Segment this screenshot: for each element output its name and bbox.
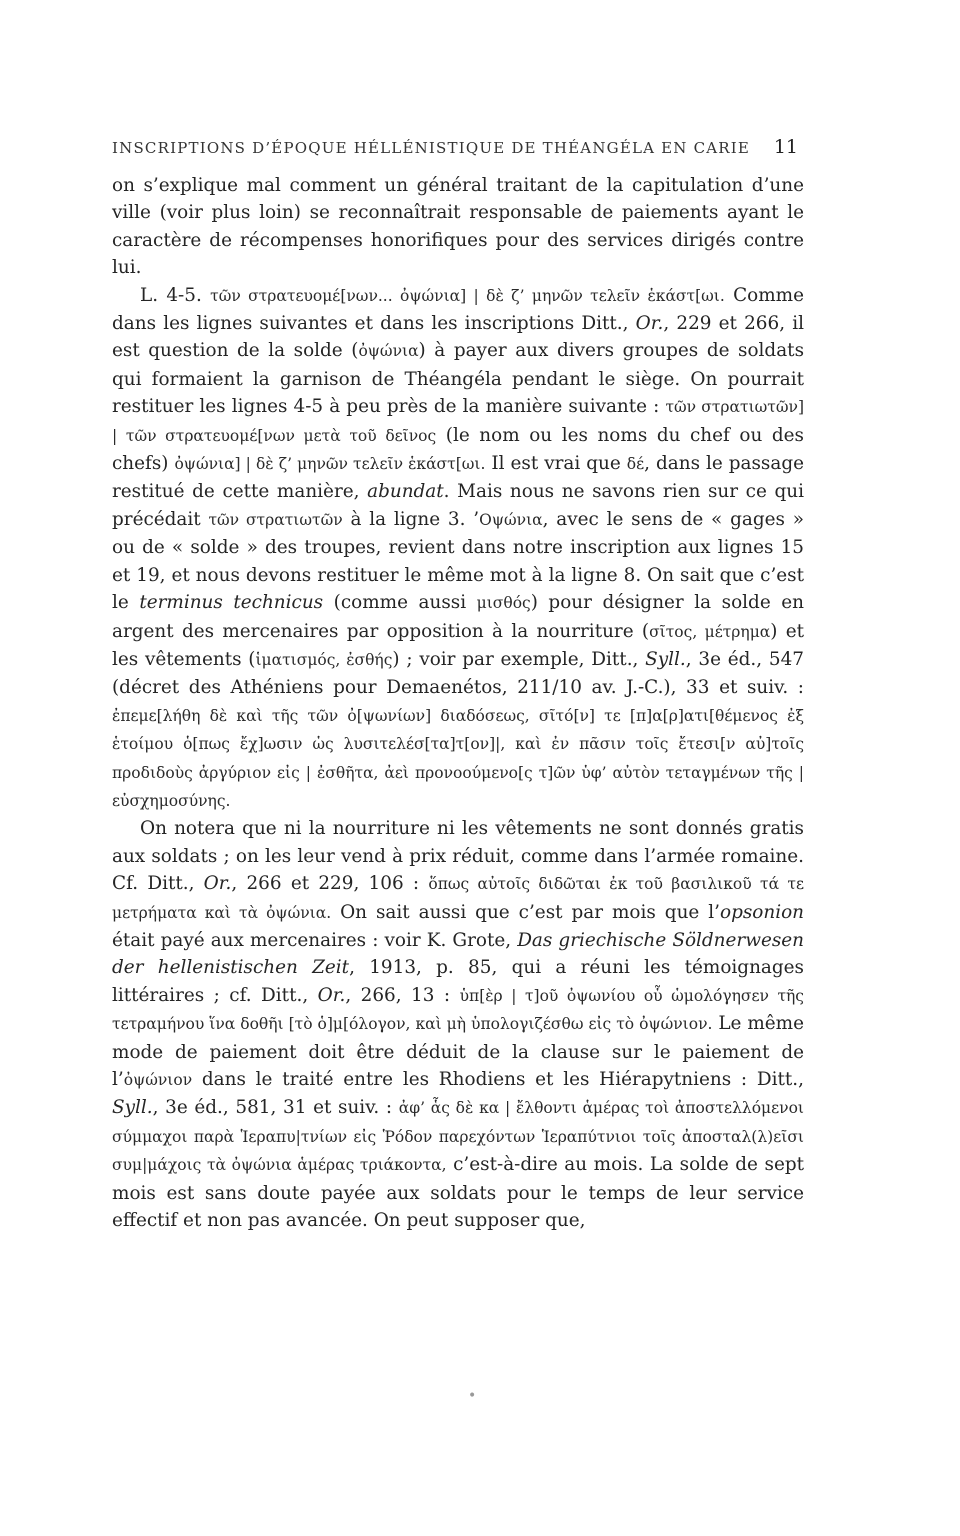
greek-text: μισθός xyxy=(476,594,531,613)
text-run: c’est-à-dire au mois. La solde de sept mois est sans doute payée aux soldats pour le temps de leur service effectif et non pas avancée. On peut supposer que, xyxy=(112,1154,805,1232)
text-run: On notera que ni la nourriture ni les vêtements ne sont donnés gratis aux soldats ; on les leur vend à prix réduit, comme dans l’armée romaine. Cf. Ditt., xyxy=(112,818,804,895)
italic-text: Syll. xyxy=(645,648,686,670)
greek-text: τῶν στρατευομέ[νων... ὀψώνια] | δὲ ζ’ μηνῶν τελεῖν ἑκάστ[ωι. xyxy=(210,286,725,305)
text-run: Il est vrai que xyxy=(485,453,627,475)
italic-text: Syll. xyxy=(112,1097,153,1119)
text-run: (le nom ou les noms du chef ou des chefs) xyxy=(112,424,804,475)
text-run: Comme dans les lignes suivantes et dans les inscriptions Ditt., xyxy=(112,284,804,335)
text-run: , avec le sens de « gages » ou de « solde » des troupes, revient dans notre inscription aux lignes 15 et 19, et nous devons restituer le même mot à la ligne 8. On sait que c’est le xyxy=(112,508,804,614)
text-run: , 3e éd., 547 (décret des Athéniens pour Demaenétos, 211/10 av. J.-C.), 33 et suiv. : xyxy=(112,648,804,699)
greek-text: ἐπεμε[λήθη δὲ καὶ τῆς τῶν ὀ[ψωνίων] διαδόσεως, σῖτό[ν] τε [π]α[ρ]ατι[θέμενος ἐξ ἑτοίμου ὁ[πως ἔχ]ωσιν ὡς λυσιτελέσ[τα]τ[ον]|, καὶ ἐν πᾶσιν τοῖς ἔτεσι[ν αὐ]τοῖς προδιδοὺς ἀργύριον εἰς | ἐσθῆτα, ἀεὶ προνοούμενο[ς τ]ῶν ὑφ’ αὐτὸν τεταγμένων τῆς | εὐσχημοσύνης. xyxy=(112,706,804,810)
greek-text: Οψώνια xyxy=(479,510,543,529)
text-run: , 229 et 266, il est question de la solde ( xyxy=(112,313,804,362)
paragraph-1 xyxy=(112,172,804,282)
text-run: On sait aussi que c’est par mois que l’ xyxy=(331,901,721,923)
greek-text: σῖτος, μέτρημα xyxy=(649,622,771,641)
greek-text: ὅπως αὐτοῖς διδῶται ἐκ τοῦ βασιλικοῦ τά τε μετρήματα καὶ τὰ ὀψώνια. xyxy=(112,875,804,922)
paragraph-3 xyxy=(112,815,804,1234)
text-run: , 266, 13 : xyxy=(345,984,460,1006)
text-run: Le même mode de paiement doit être déduit de la clause sur le paiement de l’ xyxy=(112,1013,804,1090)
text-run: était payé aux mercenaires : voir K. Grote, xyxy=(112,929,518,951)
text-run: on s’explique mal comment un général traitant de la capitulation d’une ville (voir plus loin) se reconnaîtrait responsable de paiements ayant le caractère de récompenses honorifiques pour des services dirigés contre lui. xyxy=(112,175,804,279)
greek-text: τῶν στρατιωτῶν] | τῶν στρατευομέ[νων μετὰ τοῦ δεῖνος xyxy=(112,398,804,445)
text-run: , 266 et 229, 106 : xyxy=(231,873,429,895)
greek-text: ὀψώνιον xyxy=(123,1071,193,1089)
text-run: . Mais nous ne savons rien sur ce qui précédait xyxy=(112,481,804,530)
running-header xyxy=(112,136,798,158)
text-run: à la ligne 3. ’ xyxy=(342,508,480,530)
italic-text: Das griechische Söldnerwesen der hellenistischen Zeit xyxy=(112,929,804,979)
text-run: , 3e éd., 581, 31 et suiv. : xyxy=(152,1097,399,1119)
text-run: L. 4-5. xyxy=(140,284,211,306)
greek-text: ἱματισμός, ἐσθής xyxy=(255,650,393,669)
greek-text: ἀφ’ ἇς δὲ κα | ἔλθοντι ἁμέρας τοὶ ἀποστελλόμενοι σύμμαχοι παρὰ Ἱεραπυ|τνίων εἰς Ῥόδον παρεχόντων Ἱεραπύτνιοι τοῖς ἀποσταλ(λ)εῖσι συμ|μάχοις τὰ ὀψώνια ἁμέρας τριάκοντα, xyxy=(112,1099,804,1175)
greek-text: ὀψώνια xyxy=(358,342,419,361)
italic-text: Or. xyxy=(635,313,664,335)
italic-text: opsonion xyxy=(720,901,805,923)
greek-text: τῶν στρατιωτῶν xyxy=(208,510,343,529)
italic-text: Or. xyxy=(203,873,232,895)
italic-text: abundat xyxy=(367,481,444,503)
greek-text: ὀψώνια] | δὲ ζ’ μηνῶν τελεῖν ἑκάστ[ωι. xyxy=(174,455,486,474)
running-title: INSCRIPTIONS D’ÉPOQUE HÉLLÉNISTIQUE DE THÉANGÉLA EN CARIE xyxy=(112,139,751,157)
text-run: , 1913, p. 85, qui a réuni les témoignages littéraires ; cf. Ditt., xyxy=(112,957,804,1006)
text-run: (comme aussi xyxy=(323,592,477,614)
text-run: ) ; voir par exemple, Ditt., xyxy=(392,648,646,670)
page-number: 11 xyxy=(773,136,798,158)
paragraph-2 xyxy=(112,282,804,816)
text-run: ) et les vêtements ( xyxy=(112,620,804,670)
footer-ornament: • xyxy=(468,1388,477,1404)
italic-text: terminus technicus xyxy=(139,592,324,614)
text-run: dans le traité entre les Rhodiens et les Hiérapytniens : Ditt., xyxy=(192,1069,804,1090)
text-run: , dans le passage restitué de cette manière, xyxy=(112,453,804,503)
greek-text: ὑπ[ὲρ | τ]οῦ ὀψωνίου οὗ ὡμολόγησεν τῆς τετραμήνου ἵνα δοθῆι [τὸ ὁ]μ[όλογον, καὶ μὴ ὑπολογιζέσθω εἰς τὸ ὀψώνιον. xyxy=(112,986,804,1034)
body-text xyxy=(112,172,804,1234)
text-run: ) pour désigner la solde en argent des mercenaires par opposition à la nourriture ( xyxy=(112,592,804,642)
italic-text: Or. xyxy=(317,984,346,1006)
greek-text: δέ xyxy=(626,455,645,474)
text-run: ) à payer aux divers groupes de soldats qui formaient la garnison de Théangéla pendant le siège. On pourrait restituer les lignes 4-5 à peu près de la manière suivante : xyxy=(112,340,805,418)
